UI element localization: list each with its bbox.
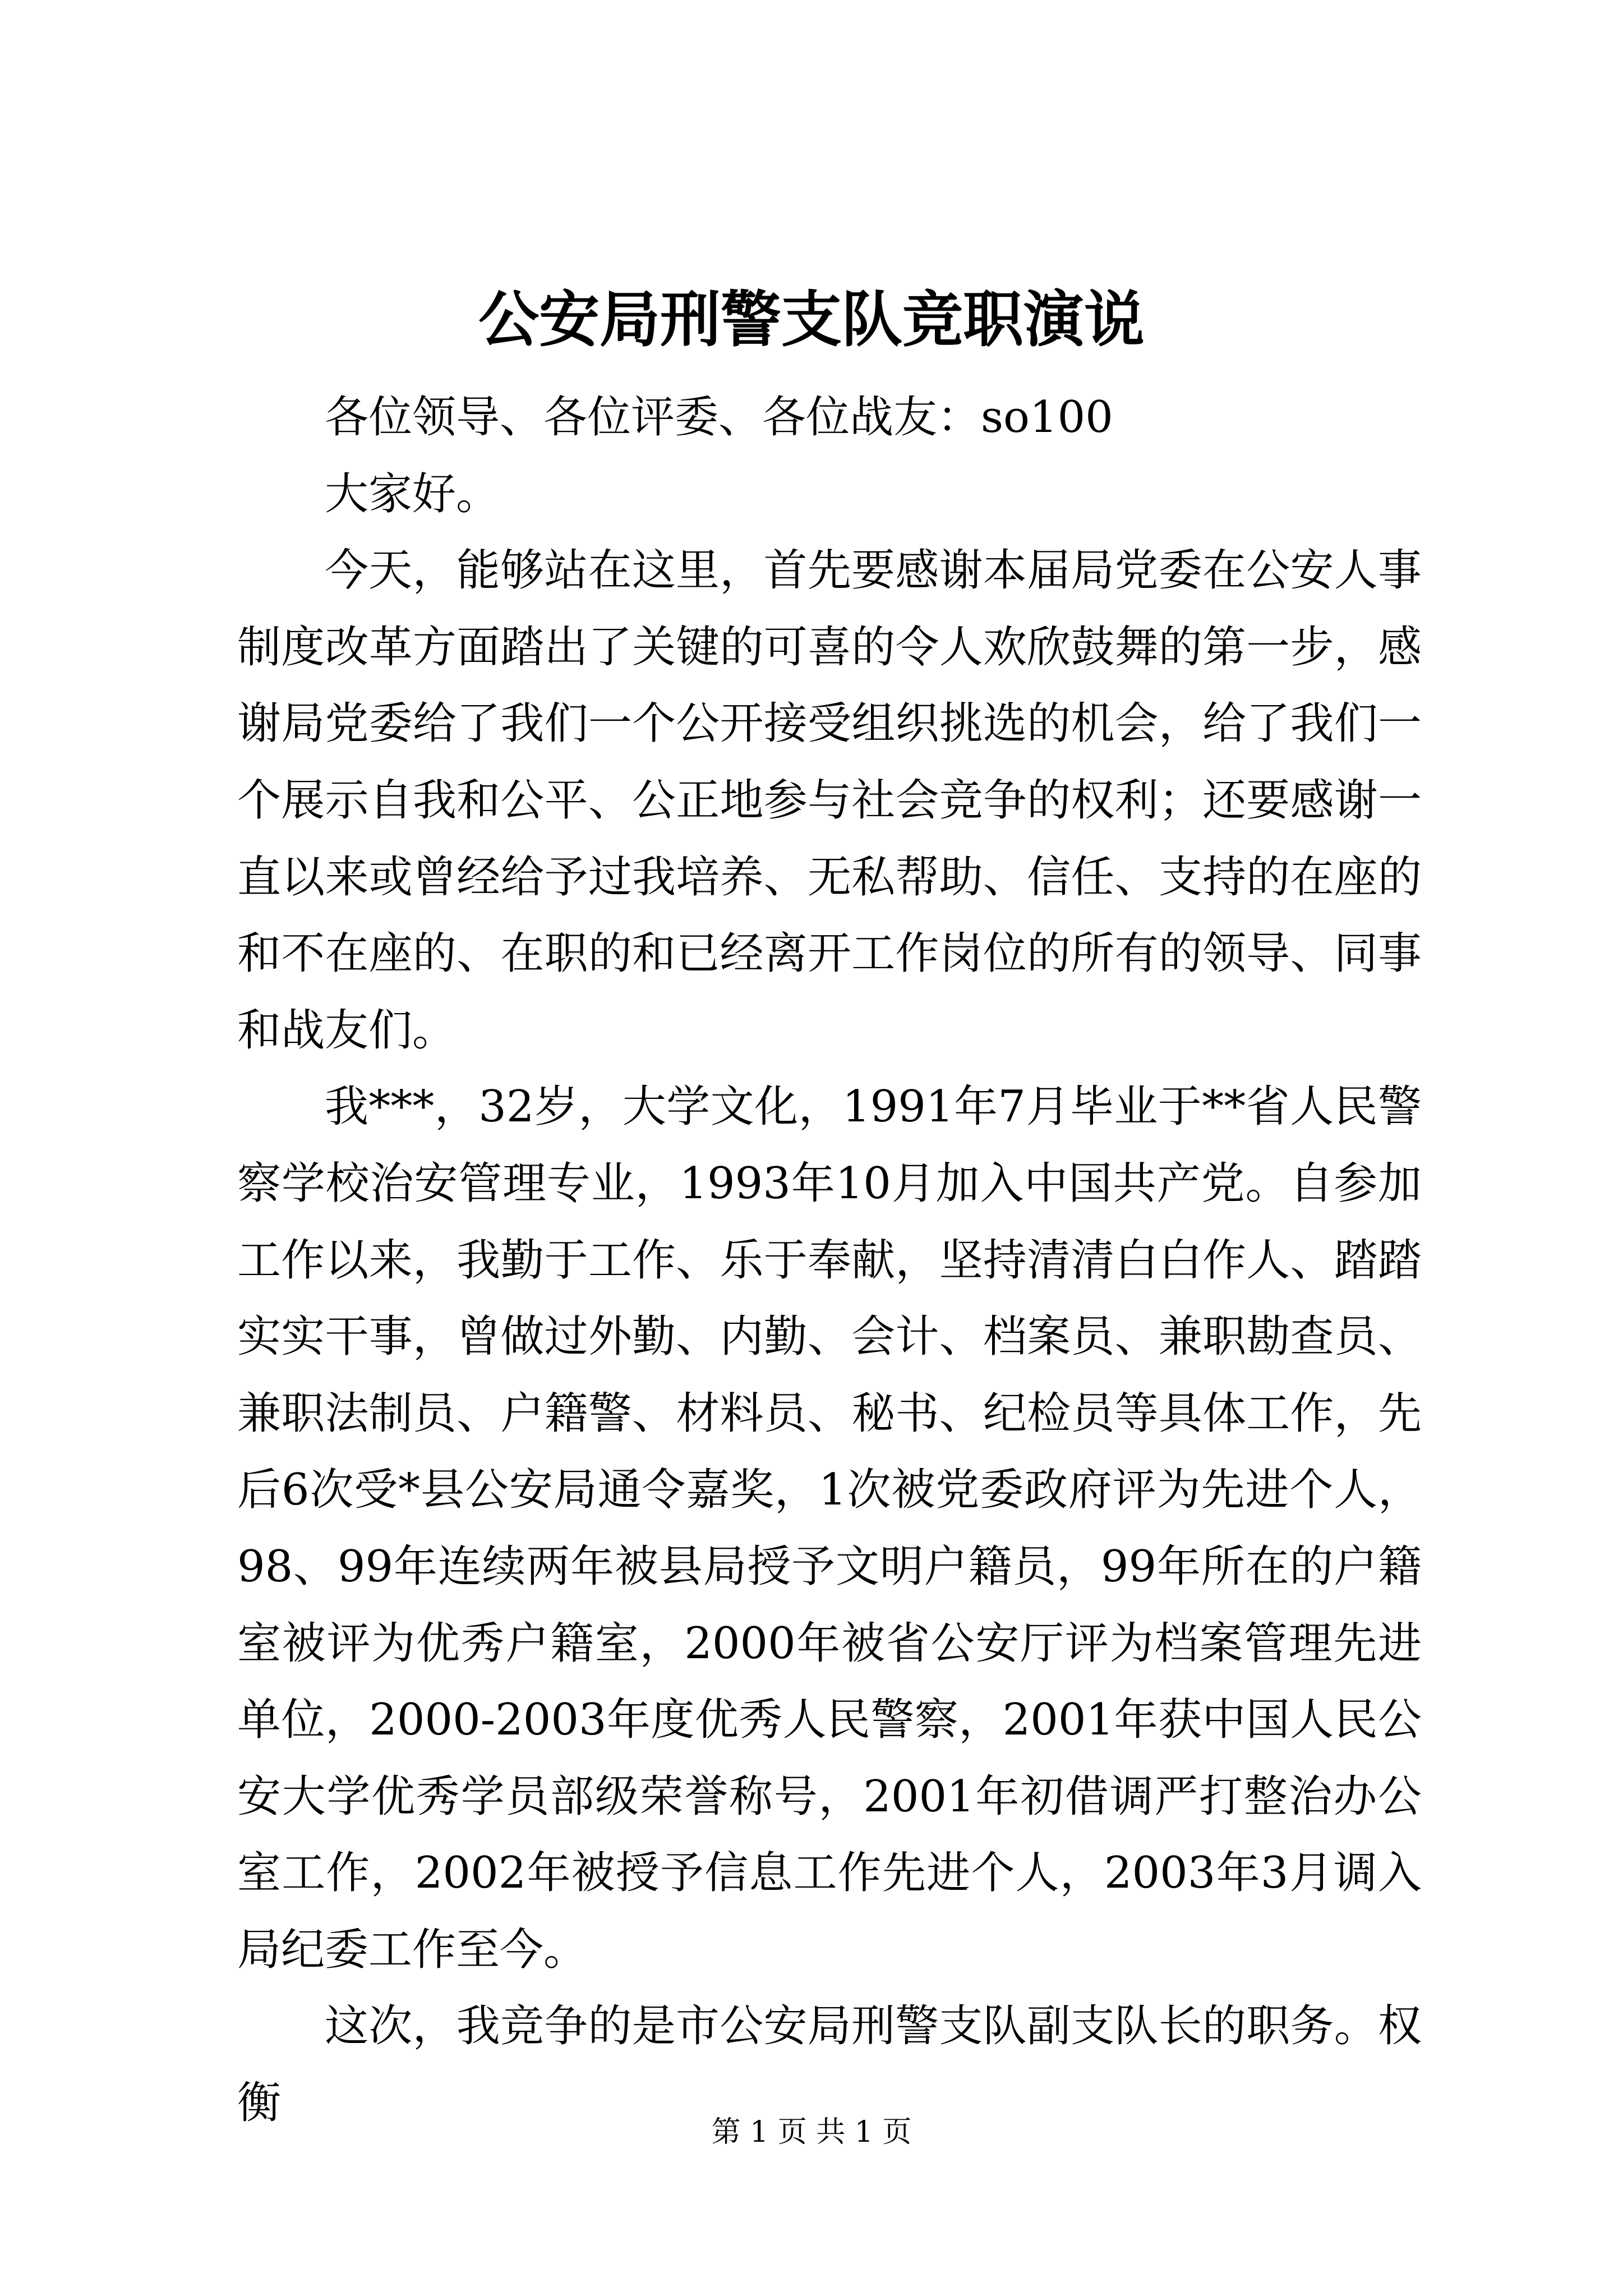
page-footer [0, 2113, 1623, 2152]
self-introduction-paragraph: 我***，32岁，大学文化，1991年7月毕业于**省人民警察学校治安管理专业，1993年10月加入中国共产党。自参加工作以来，我勤于工作、乐于奉献，坚持清清白白作人、踏踏实实干事，曾做过外勤、内勤、会计、档案员、兼职勘查员、兼职法制员、户籍警、材料员、秘书、纪检员等具体工作，先后6次受*县公安局通令嘉奖，1次被党委政府评为先进个人，98、99年连续两年被县局授予文明户籍员，99年所在的户籍室被评为优秀户籍室，2000年被省公安厅评为档案管理先进单位，2000-2003年度优秀人民警察，2001年获中国人民公安大学优秀学员部级荣誉称号，2001年初借调严打整治办公室工作，2002年被授予信息工作先进个人，2003年3月调入局纪委工作至今。 [237, 1082, 1422, 1975]
salutation-paragraph: 各位领导、各位评委、各位战友：so100 [325, 392, 1113, 443]
document-title: 公安局刑警支队竞职演说 [478, 284, 1145, 355]
greeting-paragraph: 大家好。 [325, 468, 500, 519]
document-body [237, 379, 1422, 2142]
page-number: 第 1 页 共 1 页 [711, 2115, 912, 2149]
thanks-paragraph: 今天，能够站在这里，首先要感谢本届局党委在公安人事制度改革方面踏出了关键的可喜的令人欢欣鼓舞的第一步，感谢局党委给了我们一个公开接受组织挑选的机会，给了我们一个展示自我和公平、公正地参与社会竞争的权利；还要感谢一直以来或曾经给予过我培养、无私帮助、信任、支持的在座的和不在座的、在职的和已经离开工作岗位的所有的领导、同事和战友们。 [237, 545, 1422, 1056]
position-paragraph: 这次，我竞争的是市公安局刑警支队副支队长的职务。权衡 [237, 2001, 1422, 2129]
